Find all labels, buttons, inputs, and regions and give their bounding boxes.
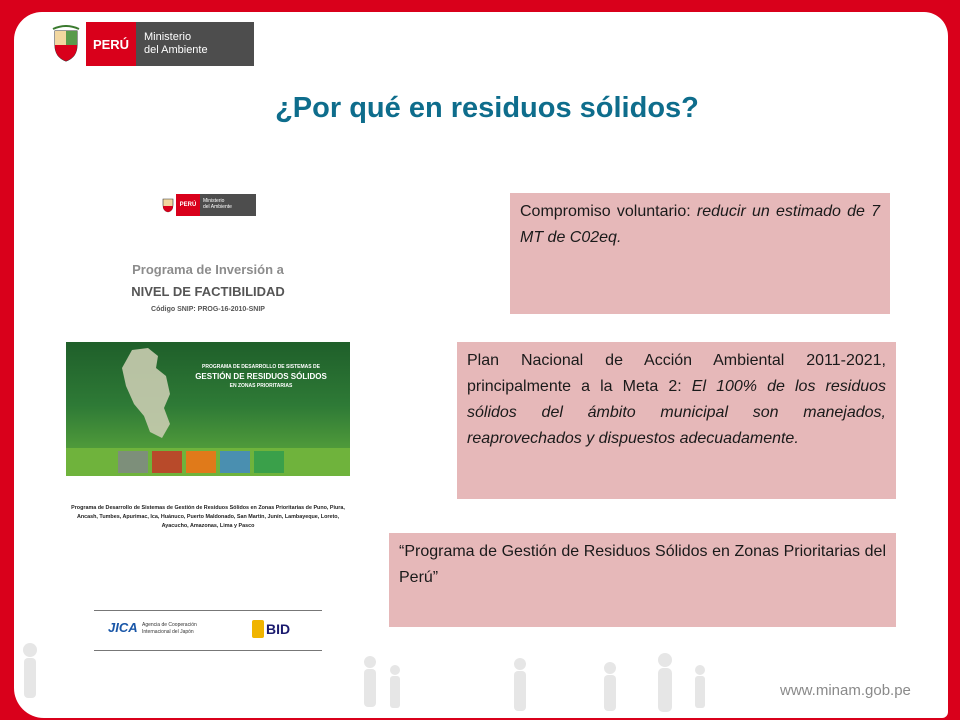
- jica-caption: Agencia de Cooperación Internacional del Japón: [142, 622, 197, 635]
- ministry-name-line2: del Ambiente: [144, 44, 208, 56]
- cover-band-title: PROGRAMA DE DESARROLLO DE SISTEMAS DE: [202, 364, 320, 370]
- commitment-box: [510, 193, 890, 314]
- national-plan-prefix: Plan Nacional de Acción Ambiental 2011-2021, principalmente a la Meta 2:: [467, 352, 886, 395]
- cover-ministry-line2: del Ambiente: [203, 204, 232, 210]
- cover-ministry-name: [200, 194, 256, 216]
- slide-title: ¿Por qué en residuos sólidos?: [275, 92, 699, 124]
- commitment-italic: reducir un estimado de 7 MT de C02eq.: [520, 203, 880, 246]
- peru-map-icon: [118, 346, 178, 442]
- photo-thumbnail: [254, 451, 284, 473]
- cover-green-band: [66, 342, 350, 448]
- bid-logo-text: BID: [266, 621, 291, 637]
- photo-thumbnail: [220, 451, 250, 473]
- cover-divider: [94, 610, 322, 611]
- ministry-name-line1: Ministerio: [144, 31, 192, 43]
- cover-description: Programa de Desarrollo de Sistemas de Gestión de Residuos Sólidos en Zonas Prioritarias de Puno, Piura, Ancash, Tumbes, Apurimac, Ica, Huánuco, Puerto Maldonado, San Martín, Junín, Lambayeque, Loreto, Ayacucho, Amazonas, Lima y Pasco: [71, 505, 345, 529]
- cover-photo-strip: [66, 448, 350, 476]
- cover-snip-code: Código SNIP: PROG-16-2010-SNIP: [151, 306, 265, 313]
- ministry-name: [136, 22, 254, 66]
- jica-logo: JICA: [108, 620, 138, 635]
- cover-band-subtitle: GESTIÓN DE RESIDUOS SÓLIDOS: [195, 372, 327, 381]
- cover-heading-line2: NIVEL DE FACTIBILIDAD: [131, 284, 285, 299]
- ministry-logo: [48, 22, 254, 66]
- cover-ministry-line1: Ministerio: [203, 198, 225, 204]
- cover-band-subtitle2: EN ZONAS PRIORITARIAS: [229, 383, 293, 389]
- photo-thumbnail: [118, 451, 148, 473]
- cover-country-label: PERÚ: [176, 194, 200, 216]
- people-silhouettes-decoration: [0, 620, 960, 720]
- footer-url[interactable]: www.minam.gob.pe: [780, 682, 911, 699]
- photo-thumbnail: [186, 451, 216, 473]
- cover-heading-line1: Programa de Inversión a: [132, 262, 284, 277]
- national-plan-italic: El 100% de los residuos sólidos del ámbito municipal son manejados, reaprovechados y dispuestos adecuadamente.: [467, 378, 887, 447]
- commitment-prefix: Compromiso voluntario:: [520, 203, 697, 220]
- photo-thumbnail: [152, 451, 182, 473]
- country-label: PERÚ: [84, 22, 136, 66]
- program-name-text: “Programa de Gestión de Residuos Sólidos en Zonas Prioritarias del Perú”: [399, 543, 886, 586]
- document-cover-image: [64, 182, 352, 668]
- cover-crest-icon: [160, 194, 176, 216]
- national-plan-box: [457, 342, 896, 499]
- cover-ministry-logo: [160, 194, 256, 216]
- program-name-box: [389, 533, 896, 627]
- coat-of-arms-icon: [48, 22, 84, 66]
